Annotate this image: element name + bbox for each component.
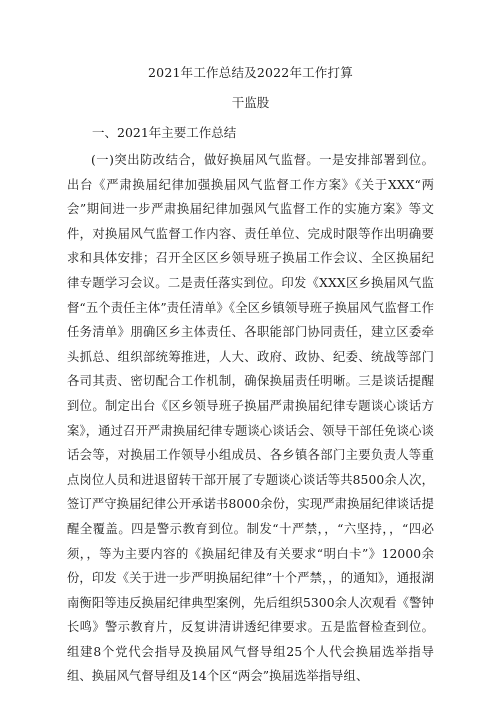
department-name: 干监股 — [231, 95, 270, 110]
section-heading: 一、2021年主要工作总结 — [92, 125, 237, 140]
document-title: 2021年工作总结及2022年工作打算 — [148, 65, 353, 80]
body-paragraph: (一)突出防改结合，做好换届风气监督。一是安排部署到位。出台《严肃换届纪律加强换届风气监督工作方案》《关于XXX“两会”期间进一步严肃换届纪律加强风气监督工作的实施方案》等文件，对换届风气监督工作内容、责任单位、完成时限等作出明确要求和具体安排；召开全区区乡领导班子换届工作会议、全区换届纪律专题学习会议。二是责任落实到位。印发《XXX区乡换届风气监督“五个责任主体”责任清单》《全区乡镇领导班子换届风气监督工作任务清单》朋确区乡主体责任、各职能部门协同责任，建立区委牵头抓总、组织部统筹推进，人大、政府、政协、纪委、统战等部门各司其责、密切配合工作机制，确保换届责任明晰。三是谈话提醒到位。制定出台《区乡领导班子换届严肃换届纪律专题谈心谈话方案》，通过召开严肃换届纪律专题谈心谈话会、领导干部任免谈心谈话会等，对换届工作领导小组成员、各乡镇各部门主要负责人等重点岗位人员和进退留转干部开展了专题谈心谈话等共8500余人次，签订严守换届纪律公开承诺书8000余份，实现严肃换届纪律谈话提醒全覆盖。四是警示教育到位。制发“十严禁，，“六坚持，，“四必须，，等为主要内容的《换届纪律及有关要求“明白卡”》12000余份，印发《关于进一步严明换届纪律”十个严禁，，的通知》，通报湖南衡阳等违反换届纪律典型案例，先后组织5300余人次观看《警钟长鸣》警示教育片，反复讲清讲透纪律要求。五是监督检查到位。组建8个党代会指导及换届风气督导组25个人代会换届选举指导组、换届风气督导组及14个区“两会”换届选举指导组、 — [67, 153, 434, 684]
